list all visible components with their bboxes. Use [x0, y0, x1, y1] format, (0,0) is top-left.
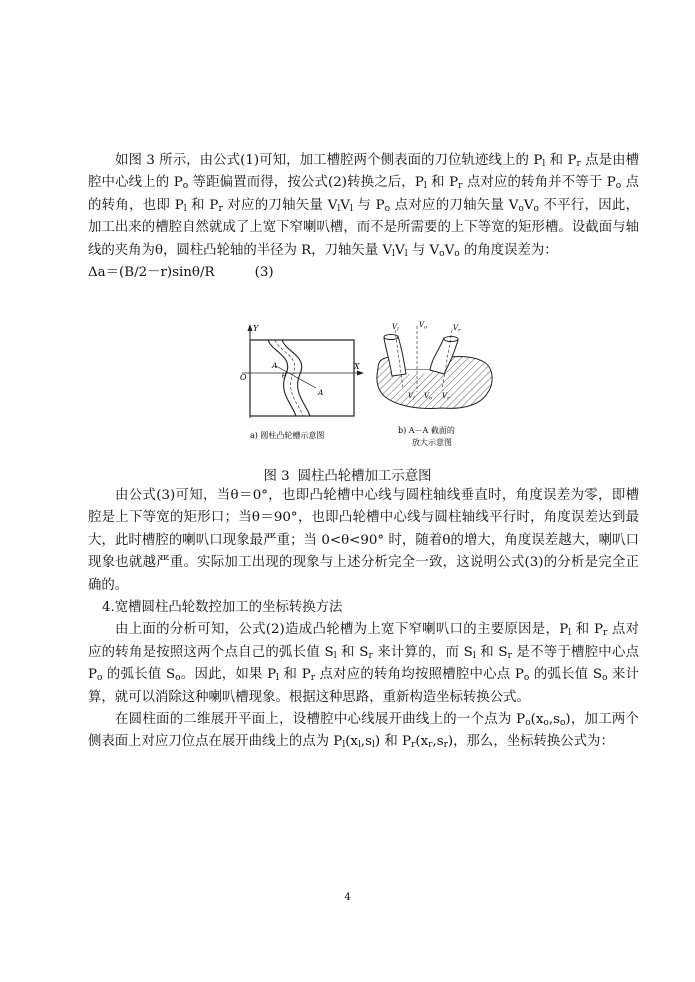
theta-label: θ [282, 372, 287, 380]
formula-3-expression: Δa＝(B/2－r)sinθ/R [88, 265, 215, 281]
axis-x-label: X [354, 362, 360, 371]
body-text-top [88, 150, 639, 284]
paragraph-2: 由公式(3)可知，当θ＝0°，也即凸轮槽中心线与圆柱轴线垂直时，角度误差为零，即槽腔是上下等宽的矩形口；当θ＝90°，也即凸轮槽中心线与圆柱轴线平行时，角度误差达到最大，此时槽腔的喇叭口现象最严重；当 0<θ<90° 时，随着θ的增大，角度误差越大，喇叭口现象也就越严重。实际加工出现的现象与上述分析完全一致，这说明公式(3)的分析是完全正确的。 [88, 488, 639, 593]
origin-label: O [240, 373, 247, 382]
section-a-label-top: A [272, 361, 278, 370]
figure-title: 圆柱凸轮槽加工示意图 [297, 469, 432, 484]
vector-vl-label-top: $V_l$ [392, 323, 399, 333]
figure-number: 图 3 [263, 469, 290, 484]
axis-y-label: Y [253, 324, 259, 333]
paragraph-1: 如图 3 所示，由公式(1)可知，加工槽腔两个侧表面的刀位轨迹线上的 $P_l$ 和 $P_r$ 点是由槽腔中心线上的 $P_o$ 等距偏置而得，按公式(2)转换之后，$P_l$ 和 $P_r$ 点对应的转角并不等于 $P_o$ 点的转角，也即 $P_l$ 和 $P_r$ 对应的刀轴矢量 $V_lV_l$ 与 $P_o$ 点对应的刀轴矢量 $V_oV_o$ 不平行，因此，加工出来的槽腔自然就成了上宽下窄喇叭槽，而不是所需要的上下等宽的矩形槽。设截面与轴线的夹角为θ，圆柱凸轮轴的半径为 R，刀轴矢量 $V_lV_l$ 与 $V_oV_o$ 的角度误差为： [88, 153, 639, 259]
figure-3b-caption-line1: b) A－A 截面的 [398, 426, 455, 435]
figure-3a-caption: a) 圆柱凸轮槽示意图 [250, 431, 325, 440]
figure-caption [0, 465, 695, 484]
formula-3-number: (3) [254, 265, 274, 281]
formula-3 [88, 262, 639, 284]
figure-3 [232, 318, 502, 456]
section-heading-4: 4.宽槽圆柱凸轮数控加工的坐标转换方法 [102, 600, 343, 616]
vector-vr-label-bottom: $V_r$ [442, 392, 450, 402]
paragraph-3: 由上面的分析可知，公式(2)造成凸轮槽为上宽下窄喇叭口的主要原因是，$P_l$ 和 $P_r$ 点对应的转角是按照这两个点自己的弧长值 $S_l$ 和 $S_r$ 来计算的，而 $S_l$ 和 $S_r$ 是不等于槽腔中心点 $P_o$ 的弧长值 $S_o$。因此，如果 $P_l$ 和 $P_r$ 点对应的转角均按照槽腔中心点 $P_o$ 的弧长值 $S_o$ 来计算，就可以消除这种喇叭槽现象。根据这种思路，重新构造坐标转换公式。 [88, 622, 640, 705]
vector-vr-label-top: $V_r$ [453, 324, 461, 334]
figure-3b-section [377, 321, 492, 447]
vector-vo-label-bottom: $V_o$ [424, 392, 433, 402]
vector-vl-label-bottom: $V_l$ [408, 392, 415, 402]
body-text-bottom [88, 485, 639, 754]
section-a-label-bottom: A [318, 388, 324, 397]
figure-3a-cam-groove [240, 324, 364, 440]
page-number: 4 [344, 892, 351, 903]
vector-vo-label-top: $V_o$ [419, 321, 428, 331]
figure-3b-caption-line2: 放大示意图 [412, 438, 452, 447]
paragraph-4: 在圆柱面的二维展开平面上，设槽腔中心线展开曲线上的一个点为 $P_o(x_o,s_o)$，加工两个侧表面上对应刀位点在展开曲线上的点为 $P_l(x_l,s_l)$ 和 $P_r(x_r,s_r)$，那么，坐标转换公式为： [88, 712, 639, 751]
